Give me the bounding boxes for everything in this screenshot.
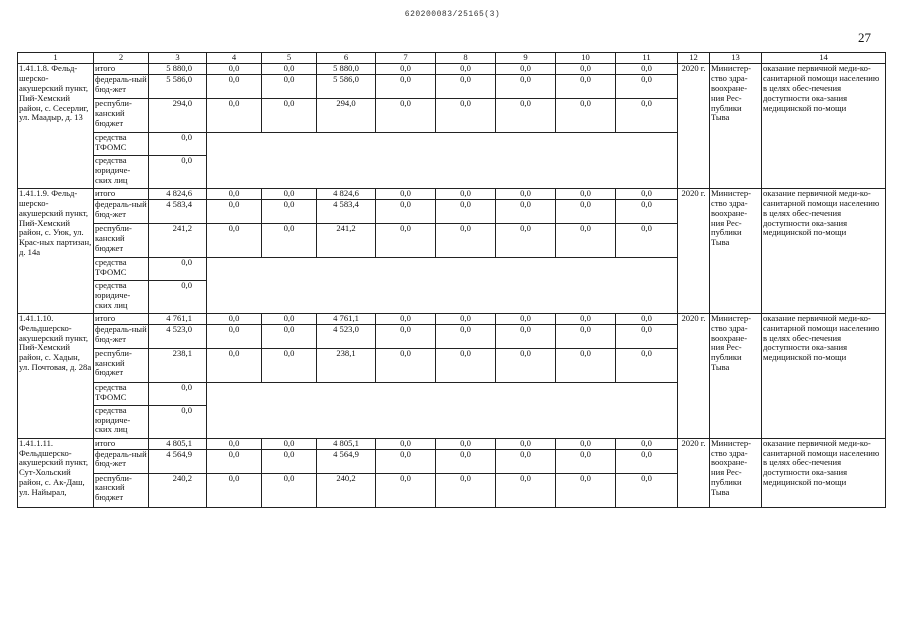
value-cell: 0,0 bbox=[262, 98, 317, 132]
result-cell: оказание первичной меди-ко-санитарной помощи населению в целях обес-печения доступности ока-зания медицинской по-мощи bbox=[762, 188, 886, 313]
result-cell: оказание первичной меди-ко-санитарной помощи населению в целях обес-печения доступности ока-зания медицинской по-мощи bbox=[762, 313, 886, 438]
value-cell: 0,0 bbox=[496, 98, 556, 132]
value-cell: 5 586,0 bbox=[149, 74, 207, 98]
empty-cell bbox=[207, 132, 678, 155]
value-cell: 0,0 bbox=[262, 449, 317, 473]
funding-source-cell: республи-канский бюджет bbox=[94, 348, 149, 382]
value-cell: 0,0 bbox=[376, 438, 436, 449]
value-cell: 0,0 bbox=[207, 473, 262, 507]
value-cell: 0,0 bbox=[436, 199, 496, 223]
funding-source-cell: итого bbox=[94, 313, 149, 324]
value-cell: 0,0 bbox=[496, 199, 556, 223]
value-cell: 0,0 bbox=[496, 64, 556, 75]
column-header: 6 bbox=[317, 53, 376, 64]
value-cell: 0,0 bbox=[556, 199, 616, 223]
value-cell: 0,0 bbox=[149, 257, 207, 280]
value-cell: 4 564,9 bbox=[317, 449, 376, 473]
value-cell: 0,0 bbox=[262, 324, 317, 348]
value-cell: 4 824,6 bbox=[149, 188, 207, 199]
value-cell: 0,0 bbox=[262, 199, 317, 223]
result-cell: оказание первичной меди-ко-санитарной помощи населению в целях обес-печения доступности ока-зания медицинской по-мощи bbox=[762, 438, 886, 507]
value-cell: 0,0 bbox=[262, 473, 317, 507]
column-header: 2 bbox=[94, 53, 149, 64]
value-cell: 0,0 bbox=[436, 313, 496, 324]
value-cell: 0,0 bbox=[262, 74, 317, 98]
value-cell: 0,0 bbox=[496, 223, 556, 257]
funding-source-cell: итого bbox=[94, 64, 149, 75]
value-cell: 0,0 bbox=[556, 473, 616, 507]
funding-source-cell: средства юридиче-ских лиц bbox=[94, 155, 149, 188]
value-cell: 0,0 bbox=[262, 348, 317, 382]
empty-cell bbox=[207, 382, 678, 405]
value-cell: 0,0 bbox=[207, 74, 262, 98]
value-cell: 0,0 bbox=[616, 223, 678, 257]
value-cell: 0,0 bbox=[207, 348, 262, 382]
value-cell: 0,0 bbox=[149, 155, 207, 188]
value-cell: 0,0 bbox=[149, 132, 207, 155]
table-row bbox=[18, 188, 886, 199]
value-cell: 0,0 bbox=[616, 313, 678, 324]
value-cell: 5 880,0 bbox=[149, 64, 207, 75]
value-cell: 0,0 bbox=[616, 188, 678, 199]
empty-cell bbox=[207, 405, 678, 438]
column-header: 7 bbox=[376, 53, 436, 64]
value-cell: 5 880,0 bbox=[317, 64, 376, 75]
value-cell: 0,0 bbox=[262, 223, 317, 257]
value-cell: 0,0 bbox=[496, 473, 556, 507]
value-cell: 0,0 bbox=[262, 313, 317, 324]
value-cell: 0,0 bbox=[262, 64, 317, 75]
funding-source-cell: средства юридиче-ских лиц bbox=[94, 405, 149, 438]
page-number: 27 bbox=[858, 30, 871, 45]
value-cell: 0,0 bbox=[616, 98, 678, 132]
value-cell: 0,0 bbox=[436, 473, 496, 507]
value-cell: 0,0 bbox=[207, 199, 262, 223]
value-cell: 0,0 bbox=[207, 188, 262, 199]
value-cell: 0,0 bbox=[149, 280, 207, 313]
column-header: 4 bbox=[207, 53, 262, 64]
value-cell: 0,0 bbox=[556, 98, 616, 132]
column-header: 5 bbox=[262, 53, 317, 64]
value-cell: 4 761,1 bbox=[317, 313, 376, 324]
value-cell: 238,1 bbox=[149, 348, 207, 382]
value-cell: 0,0 bbox=[436, 98, 496, 132]
value-cell: 0,0 bbox=[556, 188, 616, 199]
value-cell: 0,0 bbox=[496, 313, 556, 324]
value-cell: 0,0 bbox=[616, 473, 678, 507]
empty-cell bbox=[207, 257, 678, 280]
executor-cell: Министер-ство здра-воохране-ния Рес-публики Тыва bbox=[710, 64, 762, 189]
value-cell: 0,0 bbox=[436, 74, 496, 98]
value-cell: 0,0 bbox=[207, 64, 262, 75]
value-cell: 0,0 bbox=[207, 223, 262, 257]
value-cell: 0,0 bbox=[149, 405, 207, 438]
value-cell: 4 761,1 bbox=[149, 313, 207, 324]
table-row bbox=[18, 64, 886, 75]
value-cell: 4 805,1 bbox=[149, 438, 207, 449]
funding-source-cell: республи-канский бюджет bbox=[94, 473, 149, 507]
value-cell: 0,0 bbox=[496, 188, 556, 199]
column-header: 12 bbox=[678, 53, 710, 64]
value-cell: 0,0 bbox=[207, 438, 262, 449]
executor-cell: Министер-ство здра-воохране-ния Рес-публики Тыва bbox=[710, 188, 762, 313]
value-cell: 0,0 bbox=[376, 449, 436, 473]
value-cell: 0,0 bbox=[207, 324, 262, 348]
value-cell: 0,0 bbox=[616, 348, 678, 382]
year-cell: 2020 г. bbox=[678, 64, 710, 189]
column-header: 14 bbox=[762, 53, 886, 64]
value-cell: 238,1 bbox=[317, 348, 376, 382]
value-cell: 0,0 bbox=[616, 74, 678, 98]
funding-source-cell: федераль-ный бюд-жет bbox=[94, 449, 149, 473]
value-cell: 0,0 bbox=[436, 223, 496, 257]
value-cell: 0,0 bbox=[616, 438, 678, 449]
column-header: 10 bbox=[556, 53, 616, 64]
empty-cell bbox=[207, 280, 678, 313]
column-header: 11 bbox=[616, 53, 678, 64]
object-name-cell: 1.41.1.9. Фельд-шерско-акушерский пункт, Пий-Хемский район, с. Уюк, ул. Крас-ных партизан, д. 14а bbox=[18, 188, 94, 313]
value-cell: 0,0 bbox=[556, 348, 616, 382]
value-cell: 4 564,9 bbox=[149, 449, 207, 473]
value-cell: 0,0 bbox=[149, 382, 207, 405]
funding-source-cell: республи-канский бюджет bbox=[94, 98, 149, 132]
value-cell: 0,0 bbox=[376, 199, 436, 223]
year-cell: 2020 г. bbox=[678, 438, 710, 507]
value-cell: 4 824,6 bbox=[317, 188, 376, 199]
value-cell: 0,0 bbox=[556, 64, 616, 75]
value-cell: 241,2 bbox=[149, 223, 207, 257]
funding-source-cell: федераль-ный бюд-жет bbox=[94, 199, 149, 223]
value-cell: 0,0 bbox=[376, 223, 436, 257]
value-cell: 0,0 bbox=[376, 473, 436, 507]
table-row bbox=[18, 438, 886, 449]
value-cell: 0,0 bbox=[262, 188, 317, 199]
funding-source-cell: федераль-ный бюд-жет bbox=[94, 324, 149, 348]
funding-source-cell: средства ТФОМС bbox=[94, 382, 149, 405]
empty-cell bbox=[207, 155, 678, 188]
value-cell: 0,0 bbox=[436, 449, 496, 473]
column-header: 13 bbox=[710, 53, 762, 64]
value-cell: 0,0 bbox=[496, 74, 556, 98]
year-cell: 2020 г. bbox=[678, 188, 710, 313]
table-row bbox=[18, 313, 886, 324]
value-cell: 0,0 bbox=[436, 64, 496, 75]
value-cell: 0,0 bbox=[376, 74, 436, 98]
value-cell: 4 523,0 bbox=[149, 324, 207, 348]
value-cell: 4 523,0 bbox=[317, 324, 376, 348]
funding-source-cell: средства ТФОМС bbox=[94, 257, 149, 280]
value-cell: 0,0 bbox=[496, 449, 556, 473]
value-cell: 0,0 bbox=[556, 223, 616, 257]
value-cell: 0,0 bbox=[616, 449, 678, 473]
value-cell: 0,0 bbox=[436, 324, 496, 348]
value-cell: 0,0 bbox=[436, 348, 496, 382]
value-cell: 5 586,0 bbox=[317, 74, 376, 98]
table-body bbox=[18, 64, 886, 508]
value-cell: 0,0 bbox=[616, 64, 678, 75]
value-cell: 240,2 bbox=[149, 473, 207, 507]
value-cell: 240,2 bbox=[317, 473, 376, 507]
column-header: 8 bbox=[436, 53, 496, 64]
header-row bbox=[18, 53, 886, 64]
object-name-cell: 1.41.1.10. Фельдшерско-акушерский пункт, Пий-Хемский район, с. Хадын, ул. Почтовая, д. 28а bbox=[18, 313, 94, 438]
value-cell: 0,0 bbox=[436, 438, 496, 449]
funding-source-cell: средства юридиче-ских лиц bbox=[94, 280, 149, 313]
value-cell: 0,0 bbox=[376, 98, 436, 132]
value-cell: 0,0 bbox=[496, 348, 556, 382]
value-cell: 241,2 bbox=[317, 223, 376, 257]
value-cell: 4 583,4 bbox=[317, 199, 376, 223]
value-cell: 0,0 bbox=[556, 438, 616, 449]
executor-cell: Министер-ство здра-воохране-ния Рес-публики Тыва bbox=[710, 438, 762, 507]
object-name-cell: 1.41.1.8. Фельд-шерско-акушерский пункт, Пий-Хемский район, с. Сесерлиг, ул. Маадыр, д. 13 bbox=[18, 64, 94, 189]
value-cell: 0,0 bbox=[556, 74, 616, 98]
value-cell: 294,0 bbox=[149, 98, 207, 132]
value-cell: 0,0 bbox=[616, 199, 678, 223]
value-cell: 0,0 bbox=[556, 324, 616, 348]
column-header: 3 bbox=[149, 53, 207, 64]
column-header: 9 bbox=[496, 53, 556, 64]
funding-source-cell: федераль-ный бюд-жет bbox=[94, 74, 149, 98]
value-cell: 0,0 bbox=[376, 324, 436, 348]
value-cell: 0,0 bbox=[376, 64, 436, 75]
funding-source-cell: республи-канский бюджет bbox=[94, 223, 149, 257]
funding-source-cell: итого bbox=[94, 188, 149, 199]
column-header: 1 bbox=[18, 53, 94, 64]
result-cell: оказание первичной меди-ко-санитарной помощи населению в целях обес-печения доступности ока-зания медицинской по-мощи bbox=[762, 64, 886, 189]
value-cell: 0,0 bbox=[616, 324, 678, 348]
object-name-cell: 1.41.1.11. Фельдшерско-акушерский пункт, Сут-Хольский район, с. Ак-Даш, ул. Найырал, bbox=[18, 438, 94, 507]
value-cell: 0,0 bbox=[496, 438, 556, 449]
program-table bbox=[17, 52, 886, 508]
year-cell: 2020 г. bbox=[678, 313, 710, 438]
value-cell: 0,0 bbox=[496, 324, 556, 348]
executor-cell: Министер-ство здра-воохране-ния Рес-публики Тыва bbox=[710, 313, 762, 438]
funding-source-cell: итого bbox=[94, 438, 149, 449]
funding-source-cell: средства ТФОМС bbox=[94, 132, 149, 155]
value-cell: 0,0 bbox=[262, 438, 317, 449]
value-cell: 0,0 bbox=[556, 313, 616, 324]
value-cell: 0,0 bbox=[436, 188, 496, 199]
value-cell: 0,0 bbox=[556, 449, 616, 473]
value-cell: 0,0 bbox=[376, 348, 436, 382]
value-cell: 4 583,4 bbox=[149, 199, 207, 223]
value-cell: 0,0 bbox=[376, 188, 436, 199]
value-cell: 294,0 bbox=[317, 98, 376, 132]
value-cell: 0,0 bbox=[207, 98, 262, 132]
value-cell: 0,0 bbox=[207, 449, 262, 473]
document-id: 620200083/25165(3) bbox=[404, 10, 501, 19]
value-cell: 0,0 bbox=[207, 313, 262, 324]
value-cell: 0,0 bbox=[376, 313, 436, 324]
value-cell: 4 805,1 bbox=[317, 438, 376, 449]
